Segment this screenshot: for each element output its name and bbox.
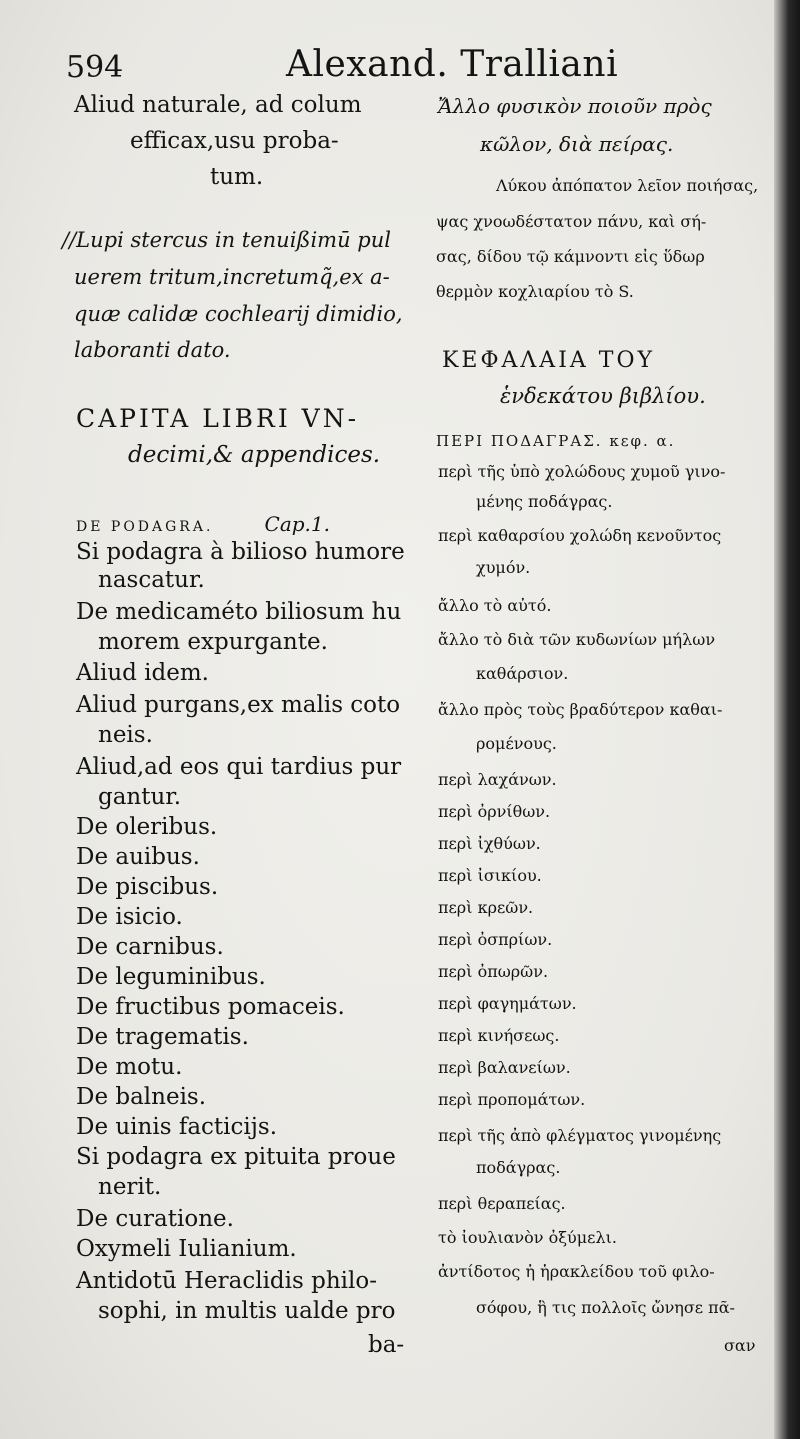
toc-entry: ρομένους. [476,734,557,753]
toc-entry: De carnibus. [76,934,224,960]
recipe-title-line: Aliud naturale, ad colum [74,92,362,118]
recipe-text-line: σας, δίδου τῷ κάμνοντι εἰς ὕδωρ [436,247,705,266]
recipe-title-line: Ἄλλο φυσικὸν ποιοῦν πρὸς [438,94,712,118]
toc-entry: περὶ ὀσπρίων. [438,930,553,949]
catchword: σαν [724,1336,756,1355]
toc-entry: De isicio. [76,904,183,930]
toc-entry: ἄλλο τὸ αὐτό. [438,596,552,615]
toc-entry: Si podagra à bilioso humore [76,539,405,565]
recipe-title-line: efficax,usu proba- [130,128,339,154]
toc-entry: περὶ ἰχθύων. [438,834,541,853]
toc-entry: De curatione. [76,1206,234,1232]
page-number: 594 [66,50,124,85]
recipe-text-line: θερμὸν κοχλιαρίου τὸ S. [436,282,634,301]
toc-entry: Aliud,ad eos qui tardius pur [76,754,402,780]
toc-entry: τὸ ἰουλιανὸν ὀξύμελι. [438,1228,617,1247]
toc-entry: ἄλλο τὸ διὰ τῶν κυδωνίων μήλων [438,630,716,649]
toc-entry: nerit. [98,1174,162,1200]
recipe-text-line: quæ calidæ cochlearij dimidio, [74,302,403,326]
toc-entry: De leguminibus. [76,964,266,990]
recipe-title-line: tum. [210,164,264,190]
recipe-text-line: laboranti dato. [74,338,231,362]
running-title: Alexand. Tralliani [286,44,619,85]
recipe-text-line: Λύκου ἀπόπατον λεῖον ποιήσας, [496,176,759,195]
toc-entry: μένης ποδάγρας. [476,492,613,511]
toc-entry: περὶ κινήσεως. [438,1026,560,1045]
toc-entry: ποδάγρας. [476,1158,561,1177]
toc-entry: Oxymeli Iulianium. [76,1236,297,1262]
toc-entry: Si podagra ex pituita proue [76,1144,396,1170]
toc-entry: De piscibus. [76,874,219,900]
toc-entry: περὶ ἰσικίου. [438,866,542,885]
toc-entry: περὶ φαγημάτων. [438,994,577,1013]
toc-entry: περὶ βαλανείων. [438,1058,571,1077]
toc-entry: Antidotū Heraclidis philo- [76,1268,377,1294]
toc-entry: De tragematis. [76,1024,249,1050]
toc-entry: περὶ προπομάτων. [438,1090,586,1109]
toc-entry: περὶ ὀρνίθων. [438,802,551,821]
toc-entry: ἀντίδοτος ἡ ἡρακλείδου τοῦ φιλο- [438,1262,715,1281]
toc-entry: De balneis. [76,1084,207,1110]
capita-subheading: decimi,& appendices. [128,442,381,468]
toc-entry: περὶ τῆς ὑπὸ χολώδους χυμοῦ γινο- [438,462,726,481]
toc-entry: Aliud idem. [76,660,209,686]
kephalaia-heading: ΚΕΦΑΛΑΙΑ ΤΟΥ [442,348,655,373]
toc-entry: περὶ κρεῶν. [438,898,534,917]
toc-entry: καθάρσιον. [476,664,569,683]
toc-entry: χυμόν. [476,558,531,577]
toc-entry: De uinis facticijs. [76,1114,278,1140]
page-header [66,44,756,90]
toc-entry: sophi, in multis ualde pro [98,1298,396,1324]
toc-entry: nascatur. [98,567,205,593]
toc-entry: περὶ καθαρσίου χολώδη κενοῦντος [438,526,722,545]
toc-entry: De fructibus pomaceis. [76,994,345,1020]
toc-entry: σόφου, ἣ τις πολλοῖς ὤνησε πᾶ- [476,1298,735,1317]
capita-heading: CAPITA LIBRI VN- [76,404,360,433]
kephalaia-subheading: ἑνδεκάτου βιβλίου. [500,384,706,408]
recipe-title-line: κῶλον, διὰ πείρας. [480,132,674,156]
toc-entry: morem expurgante. [98,629,328,655]
recipe-text-line: ψας χνοωδέστατον πάνυ, καὶ σή- [436,212,707,231]
toc-entry: περὶ λαχάνων. [438,770,557,789]
toc-first-entry [76,512,330,536]
toc-entry: De medicaméto biliosum hu [76,599,402,625]
toc-entry: De motu. [76,1054,183,1080]
toc-entry: περὶ τῆς ἀπὸ φλέγματος γινομένης [438,1126,722,1145]
toc-entry: ἄλλο πρὸς τοὺς βραδύτερον καθαι- [438,700,723,719]
recipe-text-line: //Lupi stercus in tenuißimū pul [62,228,391,252]
toc-entry: neis. [98,722,153,748]
toc-entry: περὶ ὀπωρῶν. [438,962,549,981]
toc-first-entry-cap: Cap.1. [264,512,330,536]
toc-entry: gantur. [98,784,182,810]
toc-first-entry-title: DE PODAGRA. [76,519,214,535]
toc-entry: De auibus. [76,844,200,870]
book-spine-shadow [774,0,800,1439]
toc-entry: Aliud purgans,ex malis coto [76,692,401,718]
toc-entry: περὶ θεραπείας. [438,1194,566,1213]
recipe-text-line: uerem tritum,incretumq̃,ex a- [74,265,390,289]
catchword: ba- [368,1332,405,1358]
toc-entry: De oleribus. [76,814,218,840]
toc-first-entry: ΠΕΡΙ ΠΟΔΑΓΡΑΣ. κεφ. α. [436,432,676,450]
